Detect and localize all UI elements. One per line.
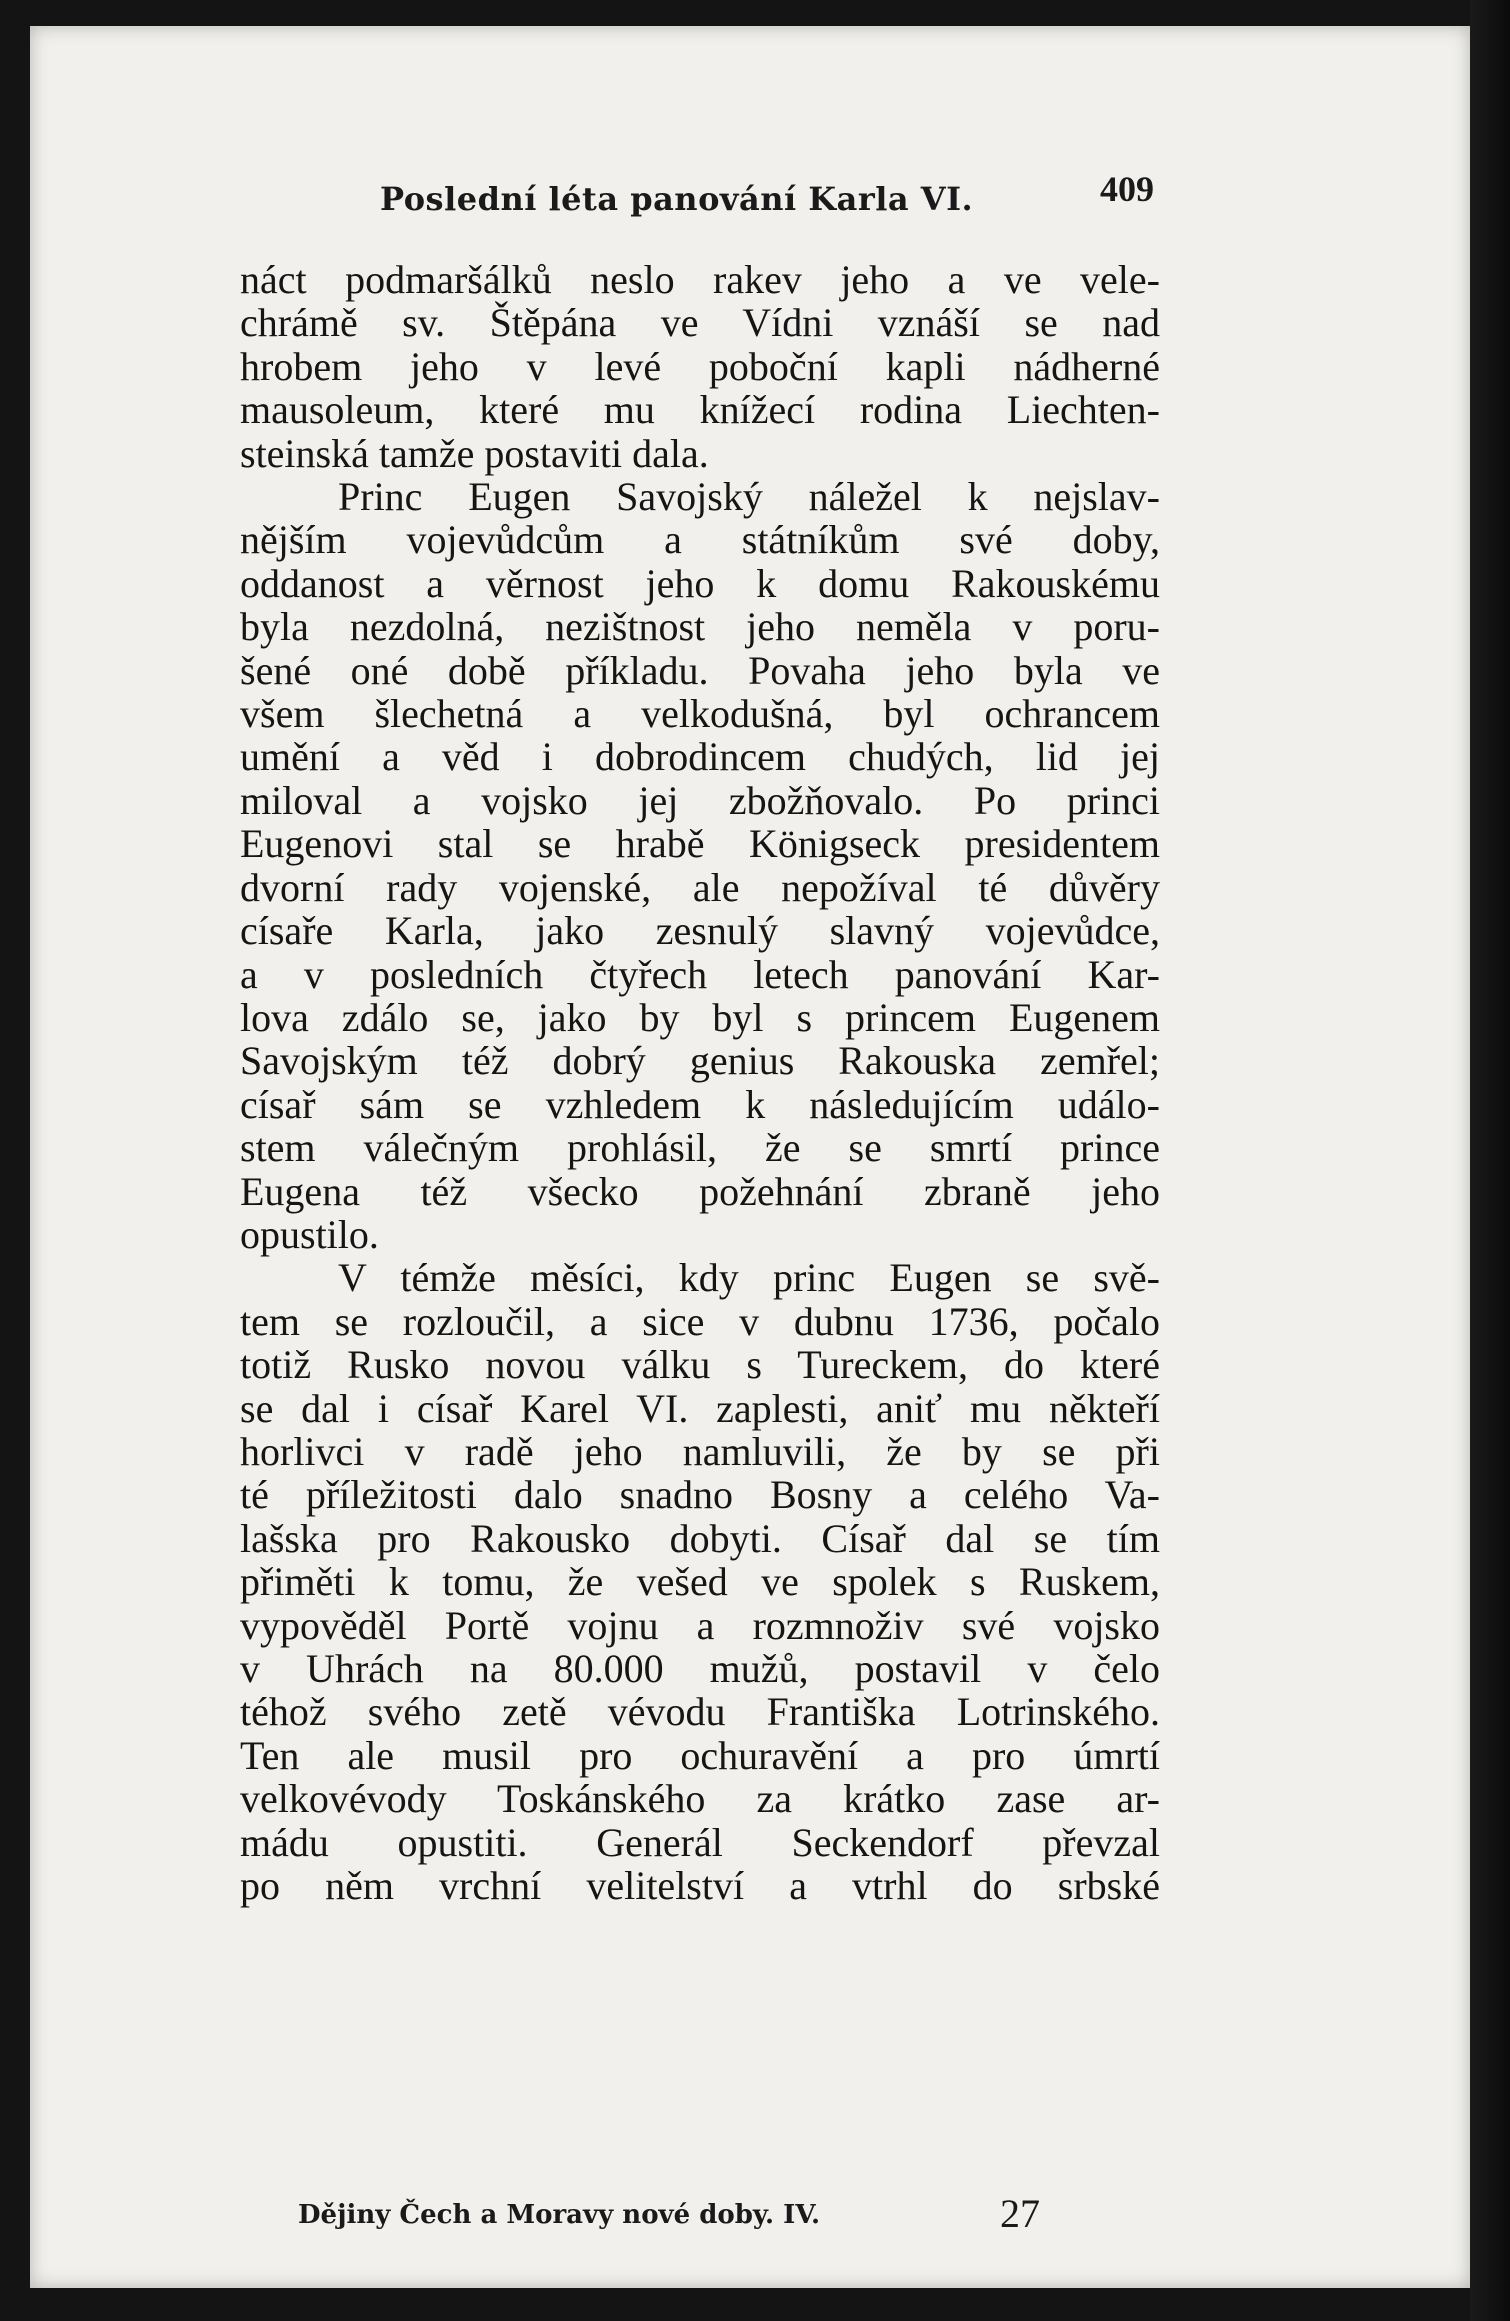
text-line: šené oné době příkladu. Povaha jeho byla ve	[240, 647, 1160, 693]
text-line: V témže měsíci, kdy princ Eugen se svě-	[338, 1255, 1160, 1301]
text-line: oddanost a věrnost jeho k domu Rakouskému	[240, 560, 1160, 606]
page-edge-shadow	[1470, 0, 1510, 2321]
text-line: přiměti k tomu, že vešed ve spolek s Ruskem,	[240, 1559, 1160, 1605]
text-line: dvorní rady vojenské, ale nepožíval té důvěry	[240, 864, 1160, 910]
text-line: té příležitosti dalo snadno Bosny a celého Va-	[240, 1472, 1160, 1518]
text-line: horlivci v radě jeho namluvili, že by se při	[240, 1428, 1160, 1474]
text-line: steinská tamže postaviti dala.	[240, 430, 709, 476]
text-line: císař sám se vzhledem k následujícím událo-	[240, 1081, 1160, 1127]
running-title: Poslední léta panování Karla VI.	[380, 180, 974, 218]
text-line: lova zdálo se, jako by byl s princem Eugenem	[240, 994, 1160, 1040]
text-line: císaře Karla, jako zesnulý slavný vojevůdce,	[240, 908, 1160, 954]
text-line: tem se rozloučil, a sice v dubnu 1736, počalo	[240, 1298, 1160, 1344]
text-line: hrobem jeho v levé poboční kapli nádherné	[240, 343, 1160, 389]
text-line: Ten ale musil pro ochuravění a pro úmrtí	[240, 1732, 1160, 1778]
text-line: téhož svého zetě vévodu Františka Lotrinského.	[240, 1689, 1160, 1735]
body-text	[240, 258, 1160, 1907]
text-line: opustilo.	[240, 1211, 379, 1257]
text-line: náct podmaršálků neslo rakev jeho a ve vele-	[240, 257, 1160, 302]
signature-number: 27	[1000, 2191, 1040, 2236]
text-line: mausoleum, které mu knížecí rodina Liechten-	[240, 387, 1160, 433]
text-line: po něm vrchní velitelství a vtrhl do srbské	[240, 1863, 1160, 1909]
text-line: v Uhrách na 80.000 mužů, postavil v čelo	[240, 1646, 1160, 1691]
text-line: mádu opustiti. Generál Seckendorf převzal	[240, 1819, 1160, 1865]
text-line: stem válečným prohlásil, že se smrtí prince	[240, 1125, 1160, 1171]
text-line: všem šlechetná a velkodušná, byl ochrancem	[240, 691, 1160, 737]
text-line: Princ Eugen Savojský náležel k nejslav-	[338, 474, 1160, 520]
text-line: a v posledních čtyřech letech panování Kar-	[240, 951, 1160, 997]
printer-signature: Dějiny Čech a Moravy nové doby. IV.	[298, 2200, 821, 2230]
text-line: Eugena též všecko požehnání zbraně jeho	[240, 1168, 1160, 1214]
text-line: Savojským též dobrý genius Rakouska zemřel;	[240, 1038, 1160, 1084]
text-line: byla nezdolná, nezištnost jeho neměla v poru-	[240, 604, 1160, 650]
text-line: totiž Rusko novou válku s Tureckem, do které	[240, 1342, 1160, 1388]
text-line: umění a věd i dobrodincem chudých, lid jej	[240, 734, 1160, 780]
text-line: miloval a vojsko jej zbožňovalo. Po princi	[240, 777, 1160, 823]
text-line: Eugenovi stal se hrabě Königseck presidentem	[240, 821, 1160, 867]
text-line: vypověděl Portě vojnu a rozmnoživ své vojsko	[240, 1602, 1160, 1648]
text-line: nějším vojevůdcům a státníkům své doby,	[240, 517, 1160, 563]
text-line: chrámě sv. Štěpána ve Vídni vznáší se nad	[240, 300, 1160, 346]
text-line: lašska pro Rakousko dobyti. Císař dal se tím	[240, 1515, 1160, 1561]
page-number: 409	[1100, 169, 1154, 209]
text-line: velkovévody Toskánského za krátko zase ar-	[240, 1776, 1160, 1822]
text-line: se dal i císař Karel VI. zaplesti, aniť mu někteří	[240, 1385, 1160, 1431]
